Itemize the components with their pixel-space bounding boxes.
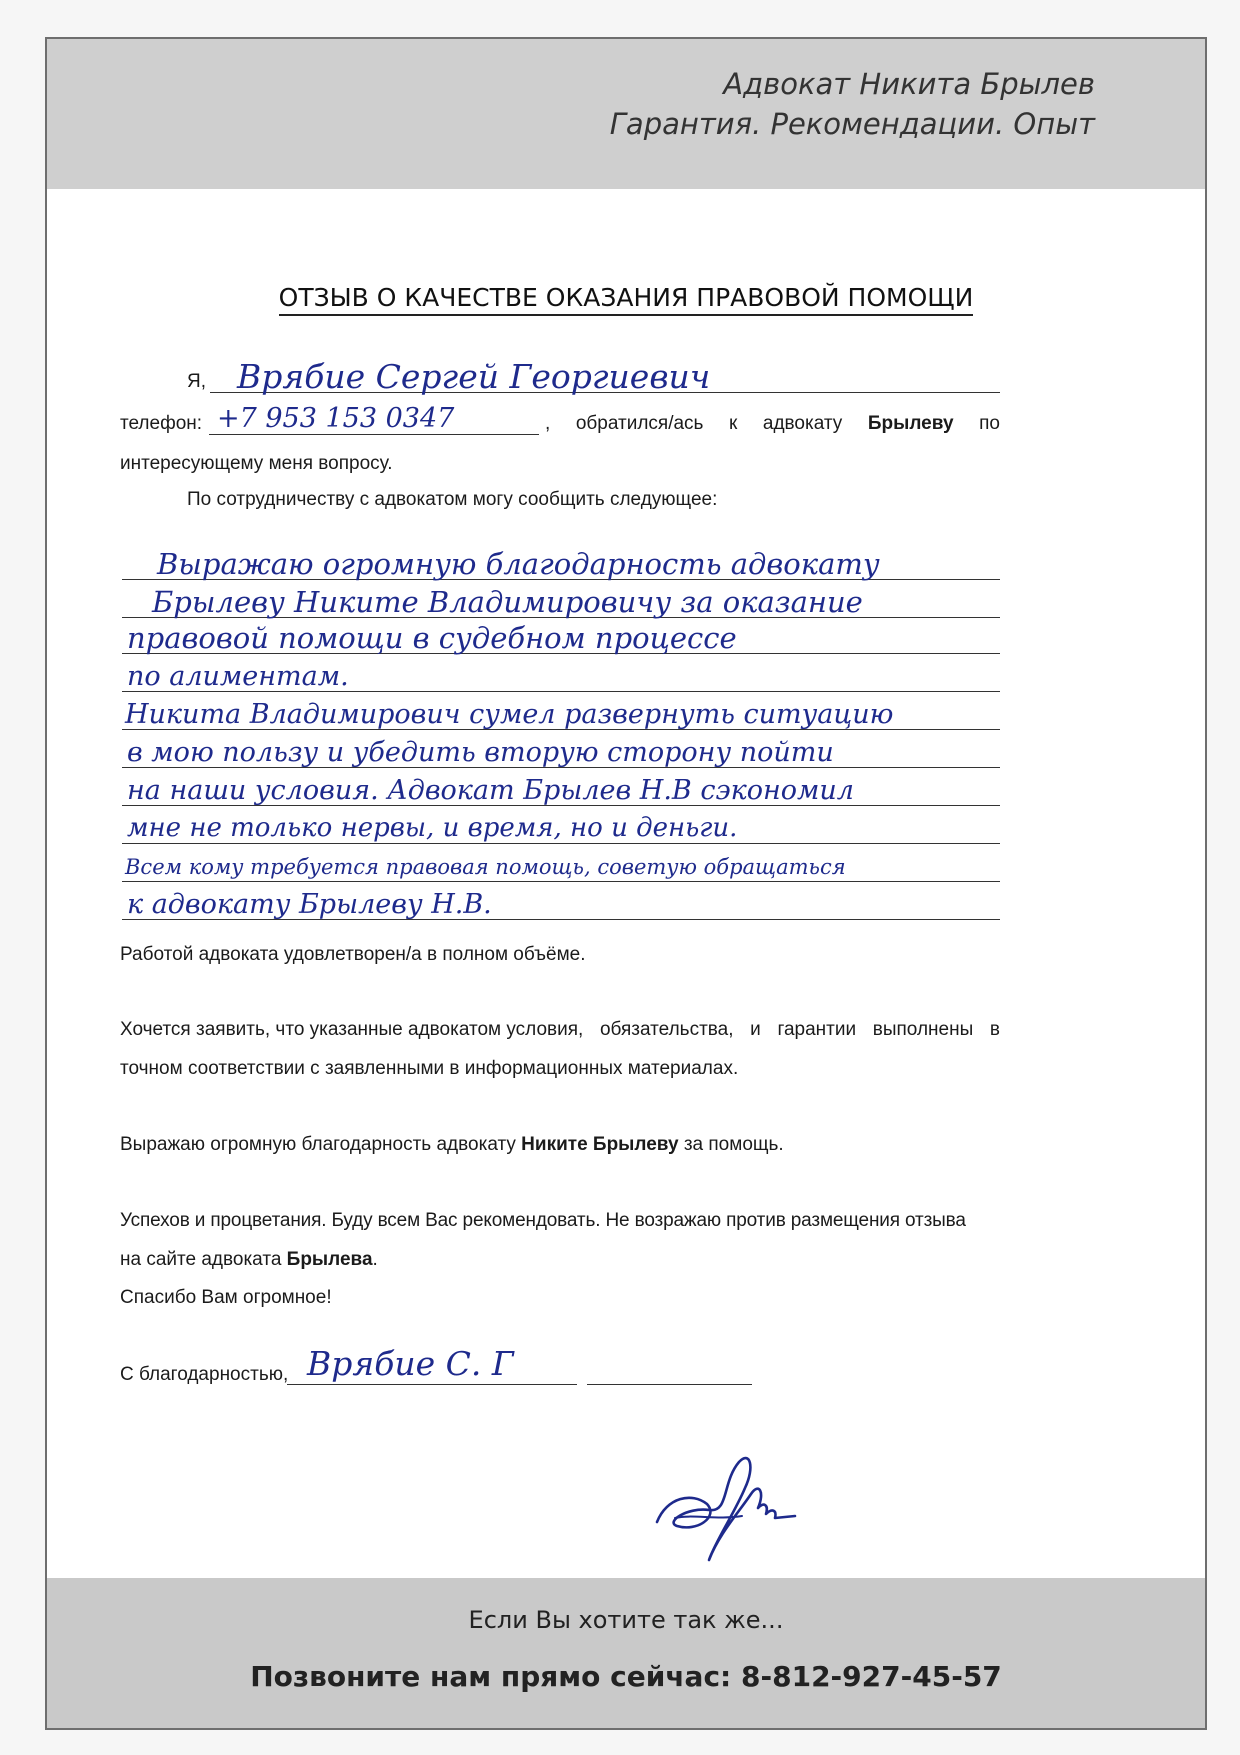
conditions-word-4: гарантии: [777, 1019, 857, 1040]
conditions-word-6: в: [989, 1019, 1000, 1040]
review-underline-9: [122, 881, 1000, 882]
review-line-1: Выражаю огромную благодарность адвокату: [157, 547, 880, 581]
gratitude-text-before: Выражаю огромную благодарность адвокату: [120, 1134, 522, 1155]
conditions-word-2: обязательства,: [599, 1019, 734, 1040]
review-line-9: Всем кому требуется правовая помощь, советую обращаться: [125, 855, 846, 879]
closing-label: С благодарностью,: [120, 1364, 289, 1385]
gratitude-line: [120, 1134, 784, 1156]
review-line-4: по алиментам.: [127, 661, 349, 692]
review-line-7: на наши условия. Адвокат Брылев Н.В сэкономил: [127, 775, 854, 806]
review-underline-8: [122, 843, 1000, 844]
closing-name-underline: [287, 1384, 577, 1385]
lawyer-word: адвокату: [762, 413, 843, 434]
review-line-10: к адвокату Брылеву Н.В.: [127, 889, 492, 920]
question-line: интересующему меня вопросу.: [120, 453, 393, 474]
document-title-text: ОТЗЫВ О КАЧЕСТВЕ ОКАЗАНИЯ ПРАВОВОЙ ПОМОЩИ: [279, 283, 974, 316]
closing-name-handwritten: Врябие С. Г: [307, 1344, 514, 1383]
wishes-lawyer-name: Брылева: [286, 1249, 373, 1270]
footer-call-phone: Позвоните нам прямо сейчас: 8-812-927-45-57: [250, 1660, 1002, 1693]
review-line-3: правовой помощи в судебном процессе: [127, 621, 737, 655]
document-title: [47, 283, 1205, 312]
intro-line: По сотрудничеству с адвокатом могу сообщить следующее:: [187, 489, 718, 510]
review-document: [45, 37, 1207, 1730]
footer-band: [47, 1578, 1205, 1728]
signature-underline: [587, 1384, 752, 1385]
wishes-line-1: Успехов и процветания. Буду всем Вас рекомендовать. Не возражаю против размещения отзыва: [120, 1210, 966, 1231]
wishes-text-after: .: [372, 1249, 378, 1270]
phone-underline: [209, 434, 539, 435]
review-line-2: Брылеву Никите Владимировичу за оказание: [152, 585, 863, 619]
header-tagline: Гарантия. Рекомендации. Опыт: [609, 107, 1095, 141]
i-label: Я,: [187, 371, 206, 392]
conditions-word-5: выполнены: [872, 1019, 974, 1040]
review-line-5: Никита Владимирович сумел развернуть ситуацию: [125, 699, 894, 730]
conditions-line-1: [120, 1019, 1000, 1041]
review-line-6: в мою пользу и убедить вторую сторону пойти: [127, 737, 834, 768]
review-line-8: мне не только нервы, и время, но и деньги.: [127, 813, 738, 843]
signature-icon: [647, 1422, 797, 1572]
comma: ,: [545, 413, 551, 434]
header-lawyer-name: Адвокат Никита Брылев: [723, 67, 1095, 101]
wishes-text-before: на сайте адвоката: [120, 1249, 287, 1270]
lawyer-surname: Брылеву: [867, 413, 954, 434]
gratitude-text-after: за помощь.: [678, 1134, 784, 1155]
satisfied-line: Работой адвоката удовлетворен/а в полном объёме.: [120, 944, 586, 965]
thanks-line: Спасибо Вам огромное!: [120, 1287, 332, 1308]
phone-line-tail: [545, 413, 1000, 435]
applied-word: обратился/ась: [575, 413, 704, 434]
phone-label: телефон:: [120, 413, 203, 434]
to-word: к: [729, 413, 738, 434]
conditions-word-3: и: [750, 1019, 761, 1040]
header-band: [47, 39, 1205, 189]
gratitude-lawyer-name: Никите Брылеву: [521, 1134, 679, 1155]
wishes-line-2: [120, 1249, 378, 1271]
name-handwritten: Врябие Сергей Георгиевич: [237, 357, 711, 396]
conditions-word-1: Хочется заявить, что указанные адвокатом условия,: [120, 1019, 584, 1040]
on-word: по: [979, 413, 1000, 434]
footer-invitation: Если Вы хотите так же...: [468, 1606, 784, 1634]
phone-handwritten: +7 953 153 0347: [217, 403, 455, 434]
conditions-line-2: точном соответствии с заявленными в информационных материалах.: [120, 1058, 739, 1079]
